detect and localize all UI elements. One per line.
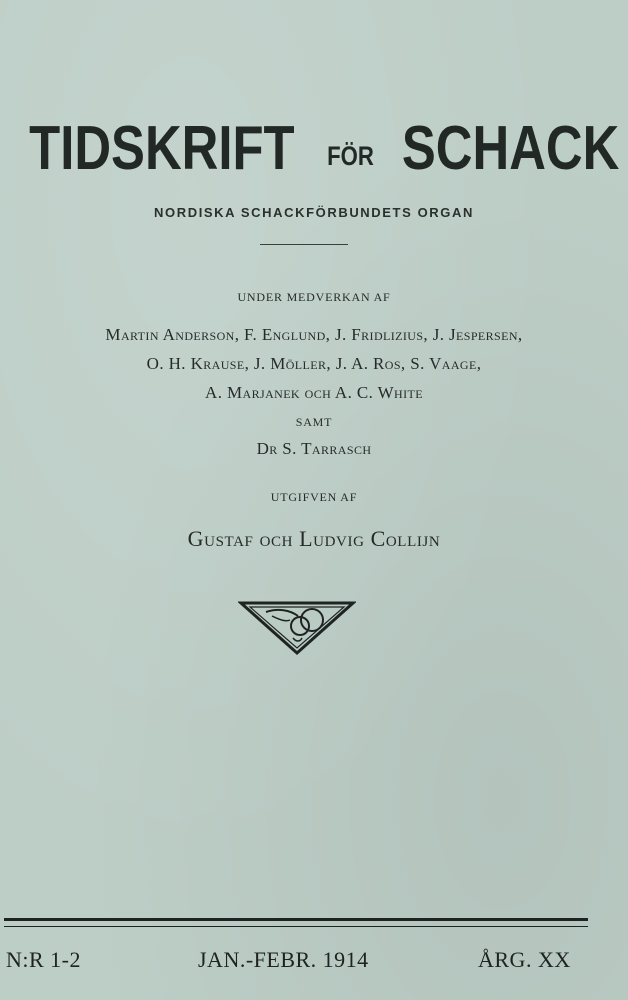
title-word-tidskrift: TIDSKRIFT xyxy=(29,114,295,183)
editors-names: Gustaf och Ludvig Collijn xyxy=(187,526,441,551)
special-contributor: Dr S. Tarrasch xyxy=(256,439,372,458)
contributors-line-2: O. H. Krause, J. Möller, J. A. Ros, S. Vaage, xyxy=(146,354,482,373)
title-word-for: FÖR xyxy=(327,141,375,171)
volume-number: ÅRG. XX xyxy=(478,947,571,972)
journal-title xyxy=(0,114,628,183)
contributors-line-1: Martin Anderson, F. Englund, J. Fridlizius, J. Jespersen, xyxy=(105,325,523,344)
footer-rule-thick xyxy=(4,918,588,921)
title-divider xyxy=(260,244,348,245)
issue-number: N:R 1-2 xyxy=(6,947,81,972)
contributors-line-3: A. Marjanek och A. C. White xyxy=(205,383,423,402)
footer-rule-thin xyxy=(4,926,588,927)
journal-subtitle: NORDISKA SCHACKFÖRBUNDETS ORGAN xyxy=(154,205,474,220)
title-word-schack: SCHACK xyxy=(401,114,620,183)
fruit-emblem-icon xyxy=(238,598,356,656)
published-by-label: UTGIFVEN AF xyxy=(270,490,358,504)
issue-date: JAN.-FEBR. 1914 xyxy=(198,947,369,972)
contributors-intro: UNDER MEDVERKAN AF xyxy=(237,290,391,304)
and-label: SAMT xyxy=(295,415,333,429)
